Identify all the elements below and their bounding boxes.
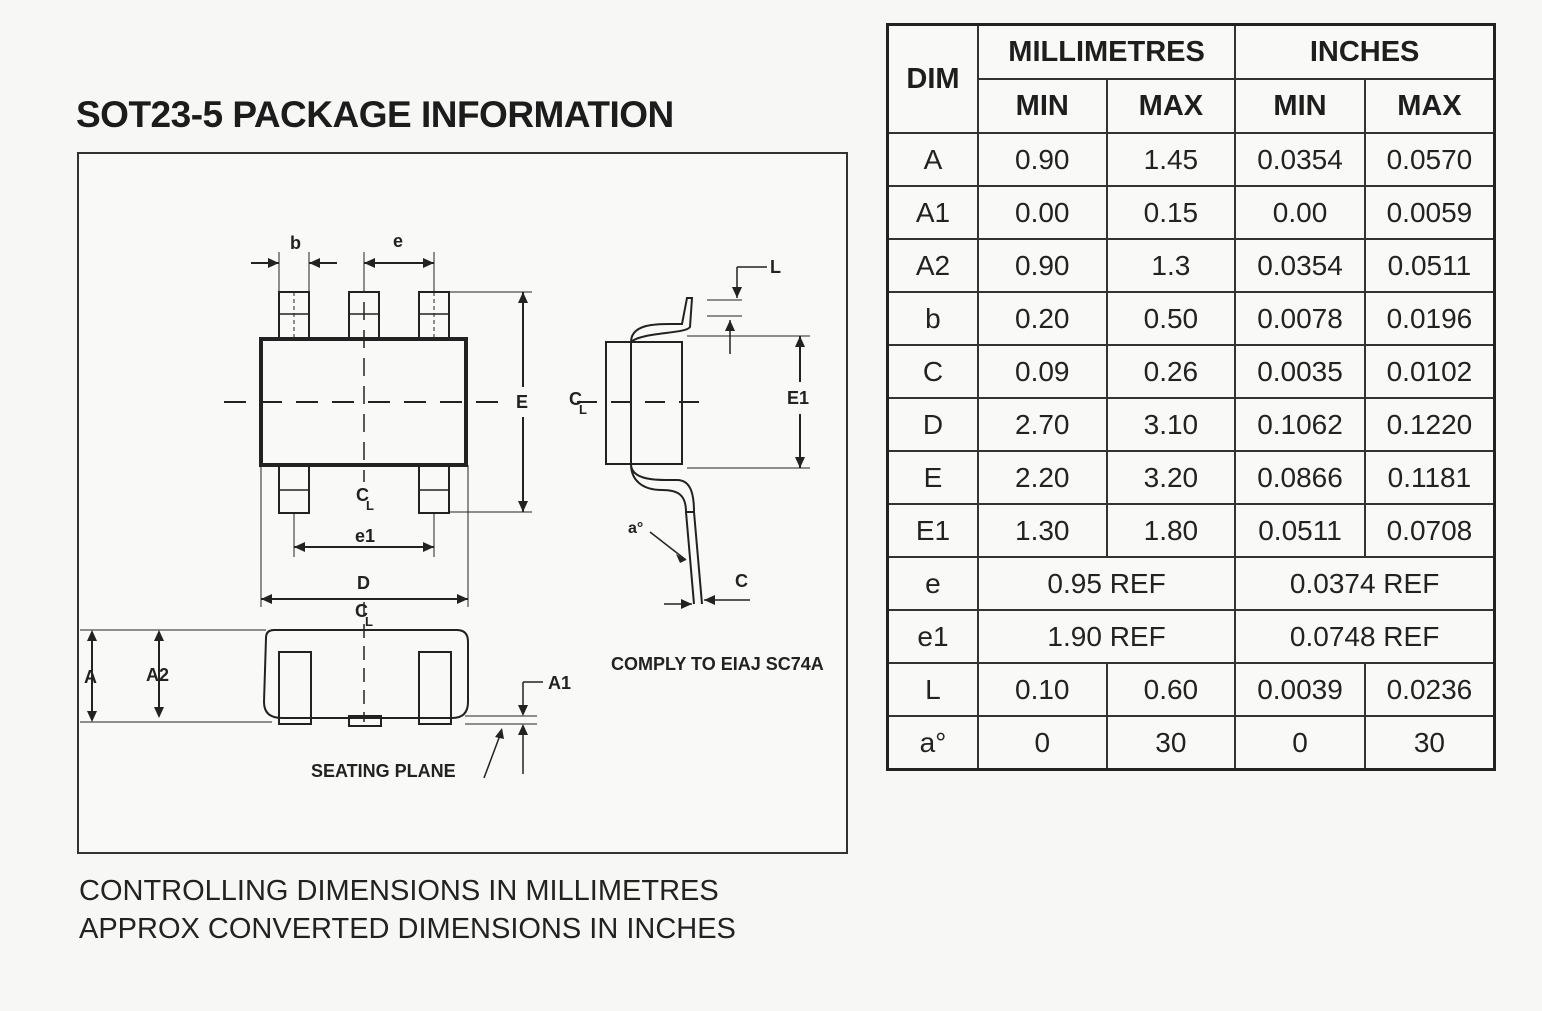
table-row <box>888 716 1495 770</box>
in-min-cell: 0.0035 <box>1235 345 1365 398</box>
mm-max-cell: 1.45 <box>1107 133 1236 186</box>
package-drawing <box>79 154 850 856</box>
centerline-symbol-end: C <box>355 601 368 621</box>
dim-header: DIM <box>888 25 978 134</box>
mm-min-cell: 0.20 <box>978 292 1107 345</box>
centerline-symbol-end-sub: L <box>365 614 373 629</box>
dim-cell: A1 <box>888 186 978 239</box>
in-max-cell: 30 <box>1365 716 1495 770</box>
mm-min-cell: 2.70 <box>978 398 1107 451</box>
in-max-cell: 0.1181 <box>1365 451 1495 504</box>
in-max-cell: 0.0708 <box>1365 504 1495 557</box>
mm-max-cell: 0.26 <box>1107 345 1236 398</box>
mm-min-cell: 0.90 <box>978 133 1107 186</box>
in-max-cell: 0.0102 <box>1365 345 1495 398</box>
in-min-cell: 0.0354 <box>1235 239 1365 292</box>
in-min-cell: 0 <box>1235 716 1365 770</box>
note-converted: APPROX CONVERTED DIMENSIONS IN INCHES <box>79 913 736 945</box>
table-row <box>888 345 1495 398</box>
mm-max-cell: 0.15 <box>1107 186 1236 239</box>
centerline-symbol-sub: L <box>366 498 374 513</box>
table-row <box>888 663 1495 716</box>
dim-label-e1: e1 <box>355 526 376 546</box>
seating-plane-label: SEATING PLANE <box>311 761 456 781</box>
in-max-cell: 0.0059 <box>1365 186 1495 239</box>
in-max-cell: 0.0236 <box>1365 663 1495 716</box>
mm-min-cell: 1.30 <box>978 504 1107 557</box>
dim-label-e: e <box>393 231 404 251</box>
dim-label-L: L <box>770 257 781 277</box>
dim-cell: E1 <box>888 504 978 557</box>
mm-min-header: MIN <box>978 79 1107 133</box>
mm-min-cell: 0.00 <box>978 186 1107 239</box>
in-min-cell: 0.0039 <box>1235 663 1365 716</box>
in-max-cell: 0.0511 <box>1365 239 1495 292</box>
dim-cell: A2 <box>888 239 978 292</box>
in-min-cell: 0.0078 <box>1235 292 1365 345</box>
centerline-symbol-side: C <box>569 389 582 409</box>
dim-label-A1: A1 <box>548 673 572 693</box>
mm-ref-cell: 0.95 REF <box>978 557 1235 610</box>
in-max-header: MAX <box>1365 79 1495 133</box>
dim-label-D: D <box>357 573 370 593</box>
dim-cell: D <box>888 398 978 451</box>
in-min-cell: 0.0354 <box>1235 133 1365 186</box>
mm-max-cell: 3.20 <box>1107 451 1236 504</box>
mm-max-cell: 0.60 <box>1107 663 1236 716</box>
dim-label-E1: E1 <box>787 388 810 408</box>
mm-max-cell: 1.3 <box>1107 239 1236 292</box>
in-ref-cell: 0.0374 REF <box>1235 557 1494 610</box>
dim-label-A2: A2 <box>146 665 170 685</box>
top-view <box>224 252 532 607</box>
dim-label-E: E <box>516 392 529 412</box>
table-row <box>888 133 1495 186</box>
dim-label-b: b <box>290 233 301 253</box>
dim-cell: L <box>888 663 978 716</box>
mm-min-cell: 2.20 <box>978 451 1107 504</box>
table-row <box>888 398 1495 451</box>
in-min-cell: 0.0866 <box>1235 451 1365 504</box>
dim-label-C: C <box>735 571 748 591</box>
dim-cell: A <box>888 133 978 186</box>
dimension-table <box>886 23 1496 771</box>
table-row <box>888 610 1495 663</box>
dim-cell: e1 <box>888 610 978 663</box>
dim-cell: C <box>888 345 978 398</box>
side-view <box>577 267 810 604</box>
in-min-header: MIN <box>1235 79 1365 133</box>
table-subheader-row <box>888 79 1495 133</box>
mm-min-cell: 0.90 <box>978 239 1107 292</box>
dim-cell: a° <box>888 716 978 770</box>
millimetres-header: MILLIMETRES <box>978 25 1235 80</box>
table-row <box>888 557 1495 610</box>
comply-note: COMPLY TO EIAJ SC74A <box>611 654 824 674</box>
in-max-cell: 0.0570 <box>1365 133 1495 186</box>
centerline-symbol-side-sub: L <box>579 402 587 417</box>
mm-min-cell: 0.10 <box>978 663 1107 716</box>
table-row <box>888 451 1495 504</box>
table-row <box>888 292 1495 345</box>
dim-cell: e <box>888 557 978 610</box>
end-view <box>80 602 543 778</box>
in-min-cell: 0.0511 <box>1235 504 1365 557</box>
note-controlling: CONTROLLING DIMENSIONS IN MILLIMETRES <box>79 875 719 907</box>
in-min-cell: 0.1062 <box>1235 398 1365 451</box>
in-ref-cell: 0.0748 REF <box>1235 610 1494 663</box>
centerline-symbol: C <box>356 485 369 505</box>
table-row <box>888 504 1495 557</box>
page-title: SOT23-5 PACKAGE INFORMATION <box>76 94 674 135</box>
package-drawing-frame <box>77 152 848 854</box>
in-max-cell: 0.1220 <box>1365 398 1495 451</box>
mm-min-cell: 0.09 <box>978 345 1107 398</box>
mm-ref-cell: 1.90 REF <box>978 610 1235 663</box>
mm-max-cell: 3.10 <box>1107 398 1236 451</box>
table-row <box>888 239 1495 292</box>
mm-max-cell: 0.50 <box>1107 292 1236 345</box>
table-row <box>888 186 1495 239</box>
dimension-notes <box>79 872 736 948</box>
dim-label-A: A <box>84 667 97 687</box>
in-min-cell: 0.00 <box>1235 186 1365 239</box>
inches-header: INCHES <box>1235 25 1494 80</box>
mm-max-header: MAX <box>1107 79 1236 133</box>
mm-max-cell: 1.80 <box>1107 504 1236 557</box>
mm-max-cell: 30 <box>1107 716 1236 770</box>
mm-min-cell: 0 <box>978 716 1107 770</box>
in-max-cell: 0.0196 <box>1365 292 1495 345</box>
dim-cell: b <box>888 292 978 345</box>
dim-label-a: a° <box>628 520 644 537</box>
dim-cell: E <box>888 451 978 504</box>
table-header-row <box>888 25 1495 80</box>
